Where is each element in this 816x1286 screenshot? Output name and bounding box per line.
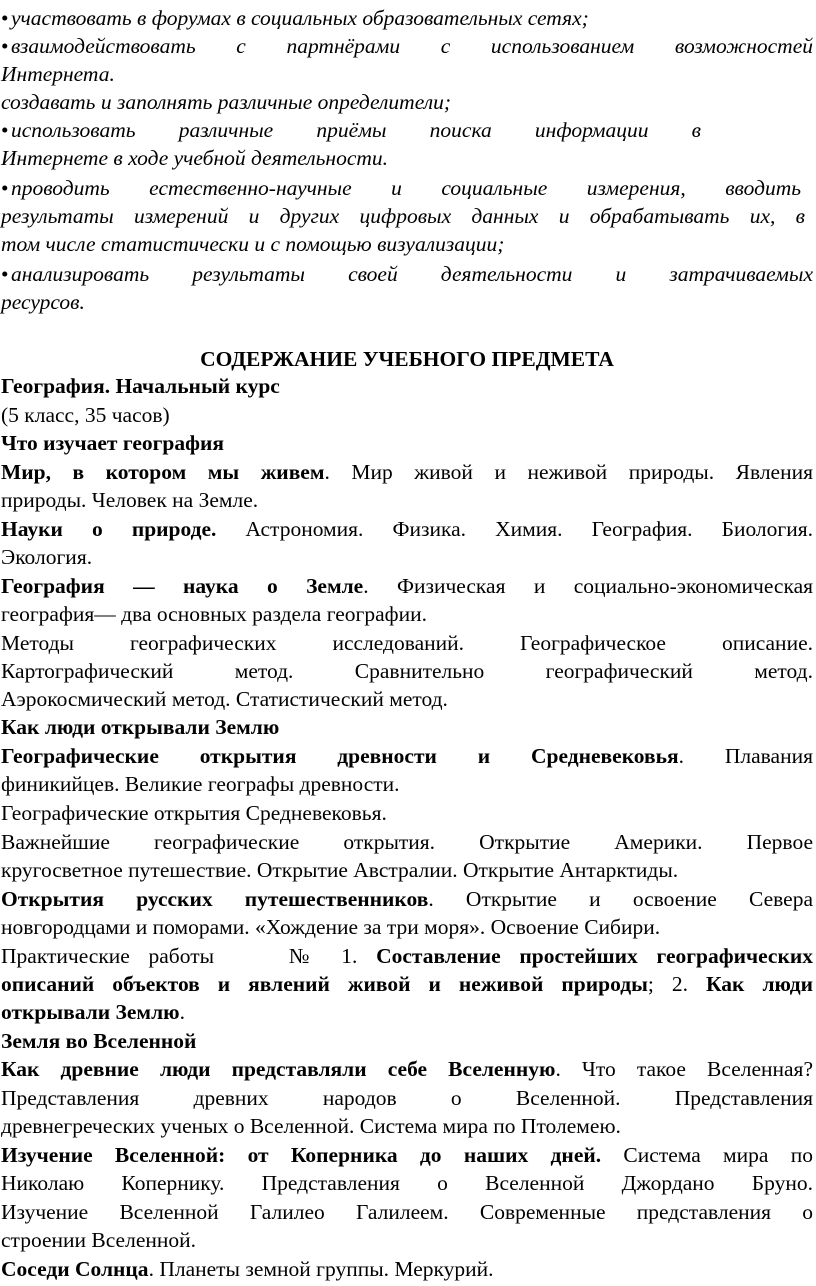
paragraph-line: Методы географических исследований. Географическое описание. (1, 631, 813, 655)
paragraph-line: Открытия русских путешественников. Открытие и освоение Севера (1, 887, 814, 911)
skill-item-continuation: ресурсов. (1, 290, 85, 314)
topic-heading: Как люди открывали Землю (1, 715, 280, 739)
skill-item: • анализировать результаты своей деятельности и затрачиваемых (1, 262, 813, 286)
paragraph-line: строении Вселенной. (1, 1228, 197, 1252)
paragraph-line: описаний объектов и явлений живой и неживой природы; 2. Как люди (1, 972, 813, 996)
paragraph-line: Науки о природе. Астрономия. Физика. Химия. География. Биология. (1, 517, 813, 541)
skill-item: • проводить естественно-научные и социальные измерения, вводить (1, 176, 801, 200)
paragraph-line: Экология. (1, 545, 93, 569)
skill-item: • взаимодействовать с партнёрами с использованием возможностей (1, 34, 813, 58)
paragraph-line: Изучение Вселенной Галилео Галилеем. Современные представления о (1, 1200, 813, 1224)
paragraph-line: Соседи Солнца. Планеты земной группы. Меркурий. (1, 1257, 494, 1281)
bullet-icon: • (1, 6, 9, 30)
paragraph-line: Николаю Копернику. Представления о Вселенной Джордано Бруно. (1, 1171, 813, 1195)
skill-item-continuation: том числе статистически и с помощью визуализации; (1, 232, 505, 256)
paragraph-line: Изучение Вселенной: от Коперника до наших дней. Система мира по (1, 1143, 813, 1167)
topic-heading: Что изучает география (1, 431, 224, 455)
skill-item-continuation: Интернета. (1, 62, 115, 86)
topic-heading: Земля во Вселенной (1, 1029, 197, 1053)
paragraph-line: природы. Человек на Земле. (1, 488, 259, 512)
skill-item-continuation: Интернете в ходе учебной деятельности. (1, 146, 389, 170)
bullet-icon: • (1, 176, 9, 200)
paragraph-line: Важнейшие географические открытия. Открытие Америки. Первое (1, 830, 813, 854)
paragraph-line: Представления древних народов о Вселенной. Представления (1, 1086, 813, 1110)
section-title: СОДЕРЖАНИЕ УЧЕБНОГО ПРЕДМЕТА (200, 347, 614, 371)
paragraph-line: география— два основных раздела географии. (1, 602, 427, 626)
paragraph-line: финикийцев. Великие географы древности. (1, 772, 400, 796)
paragraph-line: Географические открытия древности и Средневековья. Плавания (1, 744, 813, 768)
paragraph-line: Мир, в котором мы живем. Мир живой и неживой природы. Явления (1, 460, 814, 484)
paragraph-line: Географические открытия Средневековья. (1, 801, 387, 825)
paragraph-line: открывали Землю. (1, 1000, 185, 1024)
paragraph-line: древнегреческих ученых о Вселенной. Система мира по Птолемею. (1, 1114, 621, 1138)
skill-item-continuation: результаты измерений и других цифровых данных и обрабатывать их, в (1, 204, 805, 228)
paragraph-line: кругосветное путешествие. Открытие Австралии. Открытие Антарктиды. (1, 858, 679, 882)
paragraph-line: Аэрокосмический метод. Статистический метод. (1, 687, 448, 711)
bullet-icon: • (1, 118, 9, 142)
bullet-icon: • (1, 34, 9, 58)
paragraph-line: новгородцами и поморами. «Хождение за три моря». Освоение Сибири. (1, 915, 661, 939)
skill-item: • участвовать в форумах в социальных образовательных сетях; (1, 6, 589, 30)
course-meta: (5 класс, 35 часов) (1, 403, 170, 427)
course-title: География. Начальный курс (1, 374, 280, 398)
skill-item: создавать и заполнять различные определители; (1, 90, 451, 114)
skill-item: • использовать различные приёмы поиска информации в (1, 118, 701, 142)
paragraph-line: Практические работы № 1. Составление простейших географических (1, 944, 813, 968)
paragraph-line: География — наука о Земле. Физическая и социально-экономическая (1, 574, 813, 598)
paragraph-line: Картографический метод. Сравнительно географический метод. (1, 659, 813, 683)
paragraph-line: Как древние люди представляли себе Вселенную. Что такое Вселенная? (1, 1057, 813, 1081)
bullet-icon: • (1, 262, 9, 286)
